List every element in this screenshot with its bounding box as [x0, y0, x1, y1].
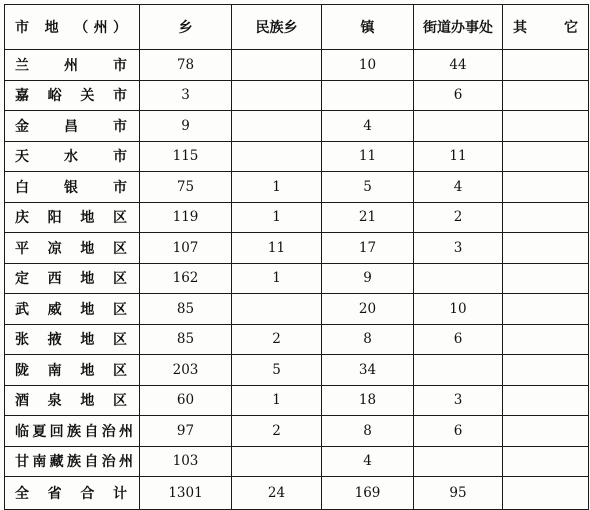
- region-cell: 定西地区: [5, 263, 140, 294]
- table-row: [5, 172, 589, 203]
- township-count-cell: 60: [140, 385, 232, 416]
- admin-divisions-table: [4, 4, 589, 510]
- other-count-cell: [503, 294, 589, 325]
- header-ethnic-township: 民族乡: [232, 5, 322, 50]
- other-count-cell: [503, 263, 589, 294]
- subdistrict-office-count-cell: 11: [414, 141, 503, 172]
- other-count-cell: [503, 446, 589, 477]
- subdistrict-office-count-cell: 3: [414, 385, 503, 416]
- subdistrict-office-count-cell: 95: [414, 477, 503, 510]
- town-count-cell: [322, 80, 414, 111]
- township-count-cell: 1301: [140, 477, 232, 510]
- ethnic-township-count-cell: 2: [232, 416, 322, 447]
- header-township: 乡: [140, 5, 232, 50]
- other-count-cell: [503, 324, 589, 355]
- town-count-cell: 34: [322, 355, 414, 386]
- other-count-cell: [503, 202, 589, 233]
- ethnic-township-count-cell: 1: [232, 172, 322, 203]
- subdistrict-office-count-cell: 6: [414, 416, 503, 447]
- subdistrict-office-count-cell: [414, 263, 503, 294]
- town-count-cell: 20: [322, 294, 414, 325]
- subdistrict-office-count-cell: [414, 111, 503, 142]
- table-body: [5, 50, 589, 510]
- other-count-cell: [503, 416, 589, 447]
- region-cell: 全省合计: [5, 477, 140, 510]
- town-count-cell: 21: [322, 202, 414, 233]
- township-count-cell: 97: [140, 416, 232, 447]
- table-row: [5, 294, 589, 325]
- region-cell: 庆阳地区: [5, 202, 140, 233]
- township-count-cell: 85: [140, 324, 232, 355]
- other-count-cell: [503, 111, 589, 142]
- township-count-cell: 78: [140, 50, 232, 81]
- header-subdistrict-office: 街道办事处: [414, 5, 503, 50]
- township-count-cell: 115: [140, 141, 232, 172]
- table-row: [5, 111, 589, 142]
- town-count-cell: 8: [322, 324, 414, 355]
- ethnic-township-count-cell: [232, 446, 322, 477]
- township-count-cell: 203: [140, 355, 232, 386]
- township-count-cell: 85: [140, 294, 232, 325]
- other-count-cell: [503, 80, 589, 111]
- ethnic-township-count-cell: [232, 111, 322, 142]
- ethnic-township-count-cell: 5: [232, 355, 322, 386]
- ethnic-township-count-cell: 1: [232, 263, 322, 294]
- town-count-cell: 17: [322, 233, 414, 264]
- ethnic-township-count-cell: 11: [232, 233, 322, 264]
- table-row: [5, 263, 589, 294]
- township-count-cell: 3: [140, 80, 232, 111]
- table-row: [5, 446, 589, 477]
- region-cell: 酒泉地区: [5, 385, 140, 416]
- region-cell: 嘉峪关市: [5, 80, 140, 111]
- township-count-cell: 119: [140, 202, 232, 233]
- subdistrict-office-count-cell: 2: [414, 202, 503, 233]
- town-count-cell: 9: [322, 263, 414, 294]
- table-row: [5, 80, 589, 111]
- subdistrict-office-count-cell: 44: [414, 50, 503, 81]
- ethnic-township-count-cell: [232, 141, 322, 172]
- table-header-row: [5, 5, 589, 50]
- region-cell: 平凉地区: [5, 233, 140, 264]
- header-other: 其 它: [503, 5, 589, 50]
- other-count-cell: [503, 477, 589, 510]
- region-cell: 张掖地区: [5, 324, 140, 355]
- table-row: [5, 385, 589, 416]
- table-row: [5, 202, 589, 233]
- subdistrict-office-count-cell: 4: [414, 172, 503, 203]
- town-count-cell: 11: [322, 141, 414, 172]
- other-count-cell: [503, 385, 589, 416]
- region-cell: 天水市: [5, 141, 140, 172]
- other-count-cell: [503, 233, 589, 264]
- other-count-cell: [503, 141, 589, 172]
- town-count-cell: 5: [322, 172, 414, 203]
- ethnic-township-count-cell: [232, 294, 322, 325]
- town-count-cell: 4: [322, 111, 414, 142]
- table-row: [5, 324, 589, 355]
- ethnic-township-count-cell: [232, 50, 322, 81]
- region-cell: 陇南地区: [5, 355, 140, 386]
- region-cell: 兰州市: [5, 50, 140, 81]
- ethnic-township-count-cell: 1: [232, 385, 322, 416]
- region-cell: 临夏回族自治州: [5, 416, 140, 447]
- township-count-cell: 9: [140, 111, 232, 142]
- subdistrict-office-count-cell: 6: [414, 80, 503, 111]
- town-count-cell: 8: [322, 416, 414, 447]
- table-row: [5, 477, 589, 510]
- region-cell: 甘南藏族自治州: [5, 446, 140, 477]
- subdistrict-office-count-cell: 3: [414, 233, 503, 264]
- subdistrict-office-count-cell: 6: [414, 324, 503, 355]
- table-row: [5, 50, 589, 81]
- township-count-cell: 107: [140, 233, 232, 264]
- table-row: [5, 141, 589, 172]
- other-count-cell: [503, 172, 589, 203]
- town-count-cell: 10: [322, 50, 414, 81]
- town-count-cell: 18: [322, 385, 414, 416]
- ethnic-township-count-cell: [232, 80, 322, 111]
- subdistrict-office-count-cell: [414, 446, 503, 477]
- ethnic-township-count-cell: 2: [232, 324, 322, 355]
- other-count-cell: [503, 50, 589, 81]
- ethnic-township-count-cell: 24: [232, 477, 322, 510]
- subdistrict-office-count-cell: 10: [414, 294, 503, 325]
- region-cell: 武威地区: [5, 294, 140, 325]
- town-count-cell: 4: [322, 446, 414, 477]
- township-count-cell: 162: [140, 263, 232, 294]
- subdistrict-office-count-cell: [414, 355, 503, 386]
- table-row: [5, 355, 589, 386]
- region-cell: 金昌市: [5, 111, 140, 142]
- township-count-cell: 103: [140, 446, 232, 477]
- town-count-cell: 169: [322, 477, 414, 510]
- other-count-cell: [503, 355, 589, 386]
- header-town: 镇: [322, 5, 414, 50]
- header-region: 市 地 （州）: [5, 5, 140, 50]
- ethnic-township-count-cell: 1: [232, 202, 322, 233]
- township-count-cell: 75: [140, 172, 232, 203]
- region-cell: 白银市: [5, 172, 140, 203]
- table-row: [5, 416, 589, 447]
- table-row: [5, 233, 589, 264]
